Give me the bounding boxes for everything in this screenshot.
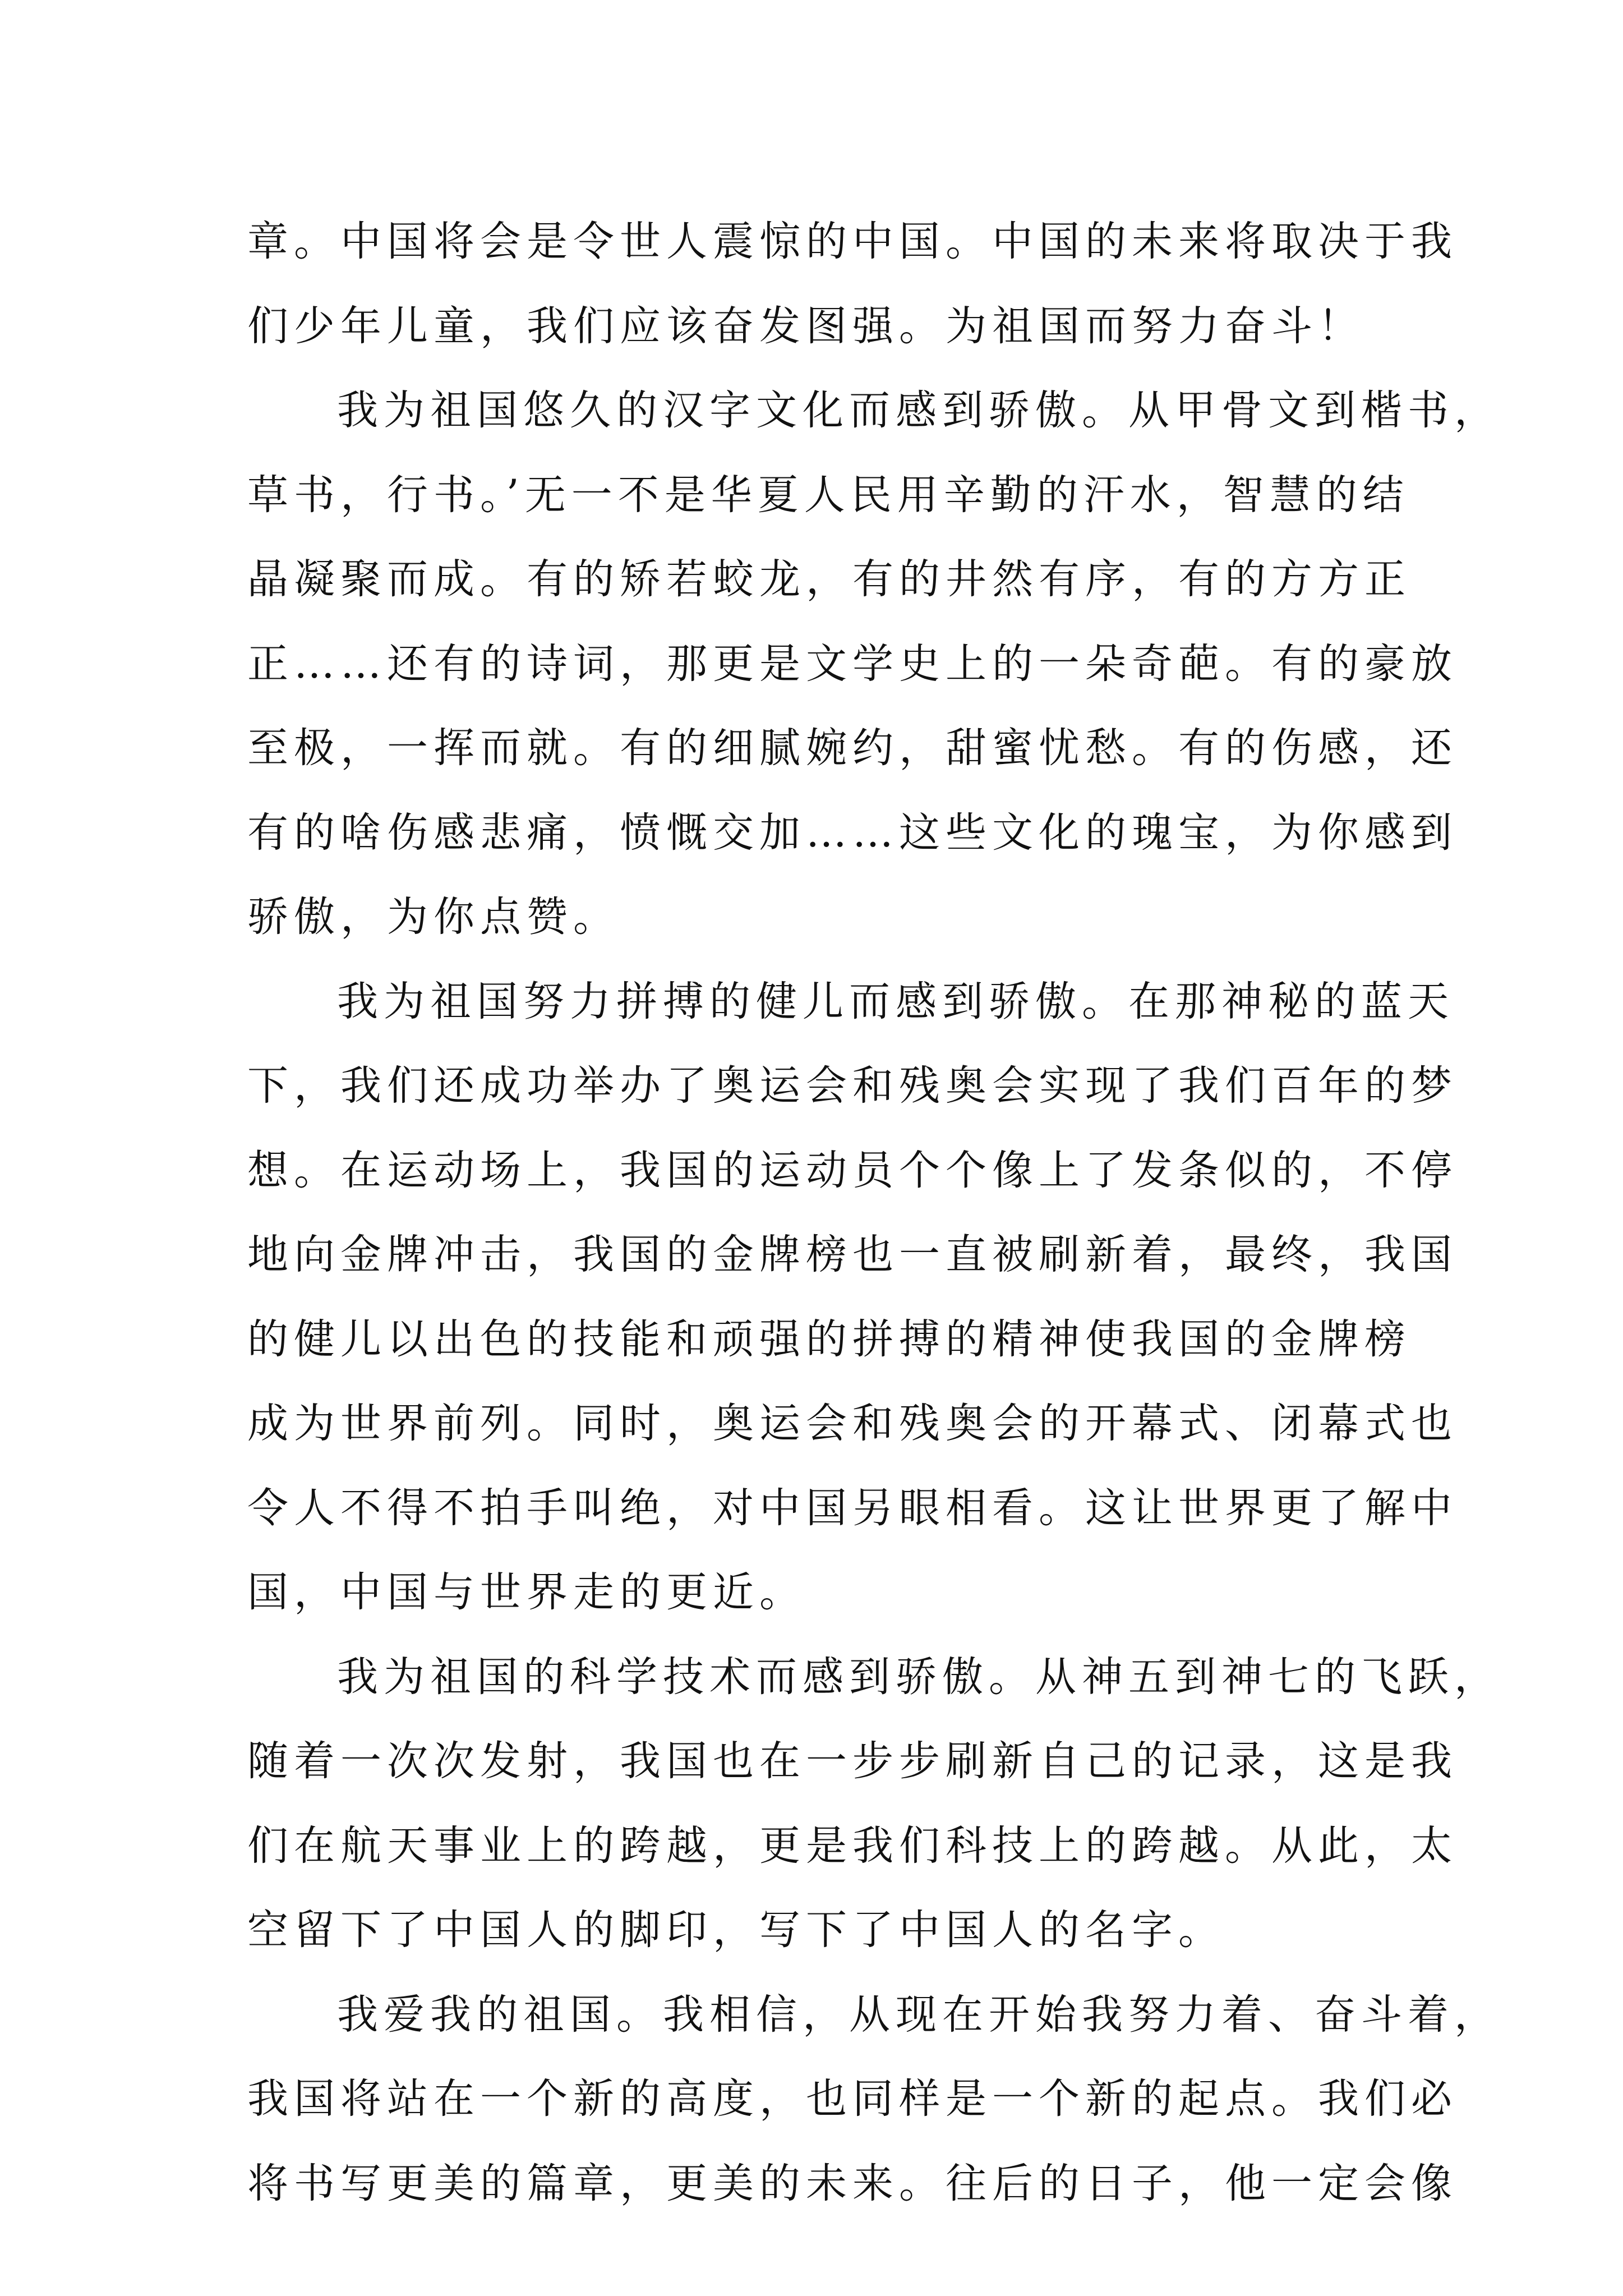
paragraph-first-line: 我为祖国悠久的汉字文化而感到骄傲。从甲骨文到楷书， [337,386,1501,434]
text-line: 随着一次次发射，我国也在一步步刷新自己的记录，这是我 [247,1737,1458,1785]
text-line: 至极，一挥而就。有的细腻婉约，甜蜜忧愁。有的伤感，还 [247,724,1458,772]
text-line: 们少年儿童，我们应该奋发图强。为祖国而努力奋斗！ [247,302,1364,350]
text-line: 正……还有的诗词，那更是文学史上的一朵奇葩。有的豪放 [247,639,1458,688]
text-line: 的健儿以出色的技能和顽强的拼搏的精神使我国的金牌榜 [247,1315,1411,1363]
text-line: 晶凝聚而成。有的矫若蛟龙，有的井然有序，有的方方正 [247,555,1411,603]
paragraph-first-line: 我为祖国的科学技术而感到骄傲。从神五到神七的飞跃， [337,1653,1501,1701]
text-line: 有的啥伤感悲痛，愤慨交加……这些文化的瑰宝，为你感到 [247,808,1458,857]
text-line: 空留下了中国人的脚印，写下了中国人的名字。 [247,1906,1225,1954]
text-line: 下，我们还成功举办了奥运会和残奥会实现了我们百年的梦 [247,1062,1458,1110]
text-line: 国，中国与世界走的更近。 [247,1568,806,1616]
text-line: 成为世界前列。同时，奥运会和残奥会的开幕式、闭幕式也 [247,1400,1458,1447]
text-line: 将书写更美的篇章，更美的未来。往后的日子，他一定会像 [247,2159,1458,2207]
text-line: 令人不得不拍手叫绝，对中国另眼相看。这让世界更了解中 [247,1484,1458,1532]
text-line: 地向金牌冲击，我国的金牌榜也一直被刷新着，最终，我国 [247,1231,1458,1278]
text-line: 草书，行书。’无一不是华夏人民用辛勤的汗水，智慧的结 [247,471,1409,519]
text-line: 章。中国将会是令世人震惊的中国。中国的未来将取决于我 [247,218,1458,265]
text-line: 骄傲，为你点赞。 [247,893,620,941]
text-line: 想。在运动场上，我国的运动员个个像上了发条似的，不停 [247,1146,1458,1194]
text-line: 我国将站在一个新的高度，也同样是一个新的起点。我们必 [247,2075,1458,2123]
paragraph-first-line: 我为祖国努力拼搏的健儿而感到骄傲。在那神秘的蓝天 [337,977,1454,1025]
paragraph-first-line: 我爱我的祖国。我相信，从现在开始我努力着、奋斗着， [337,1990,1501,2039]
text-line: 们在航天事业上的跨越，更是我们科技上的跨越。从此，太 [247,1821,1458,1870]
body-text [247,200,1501,2226]
